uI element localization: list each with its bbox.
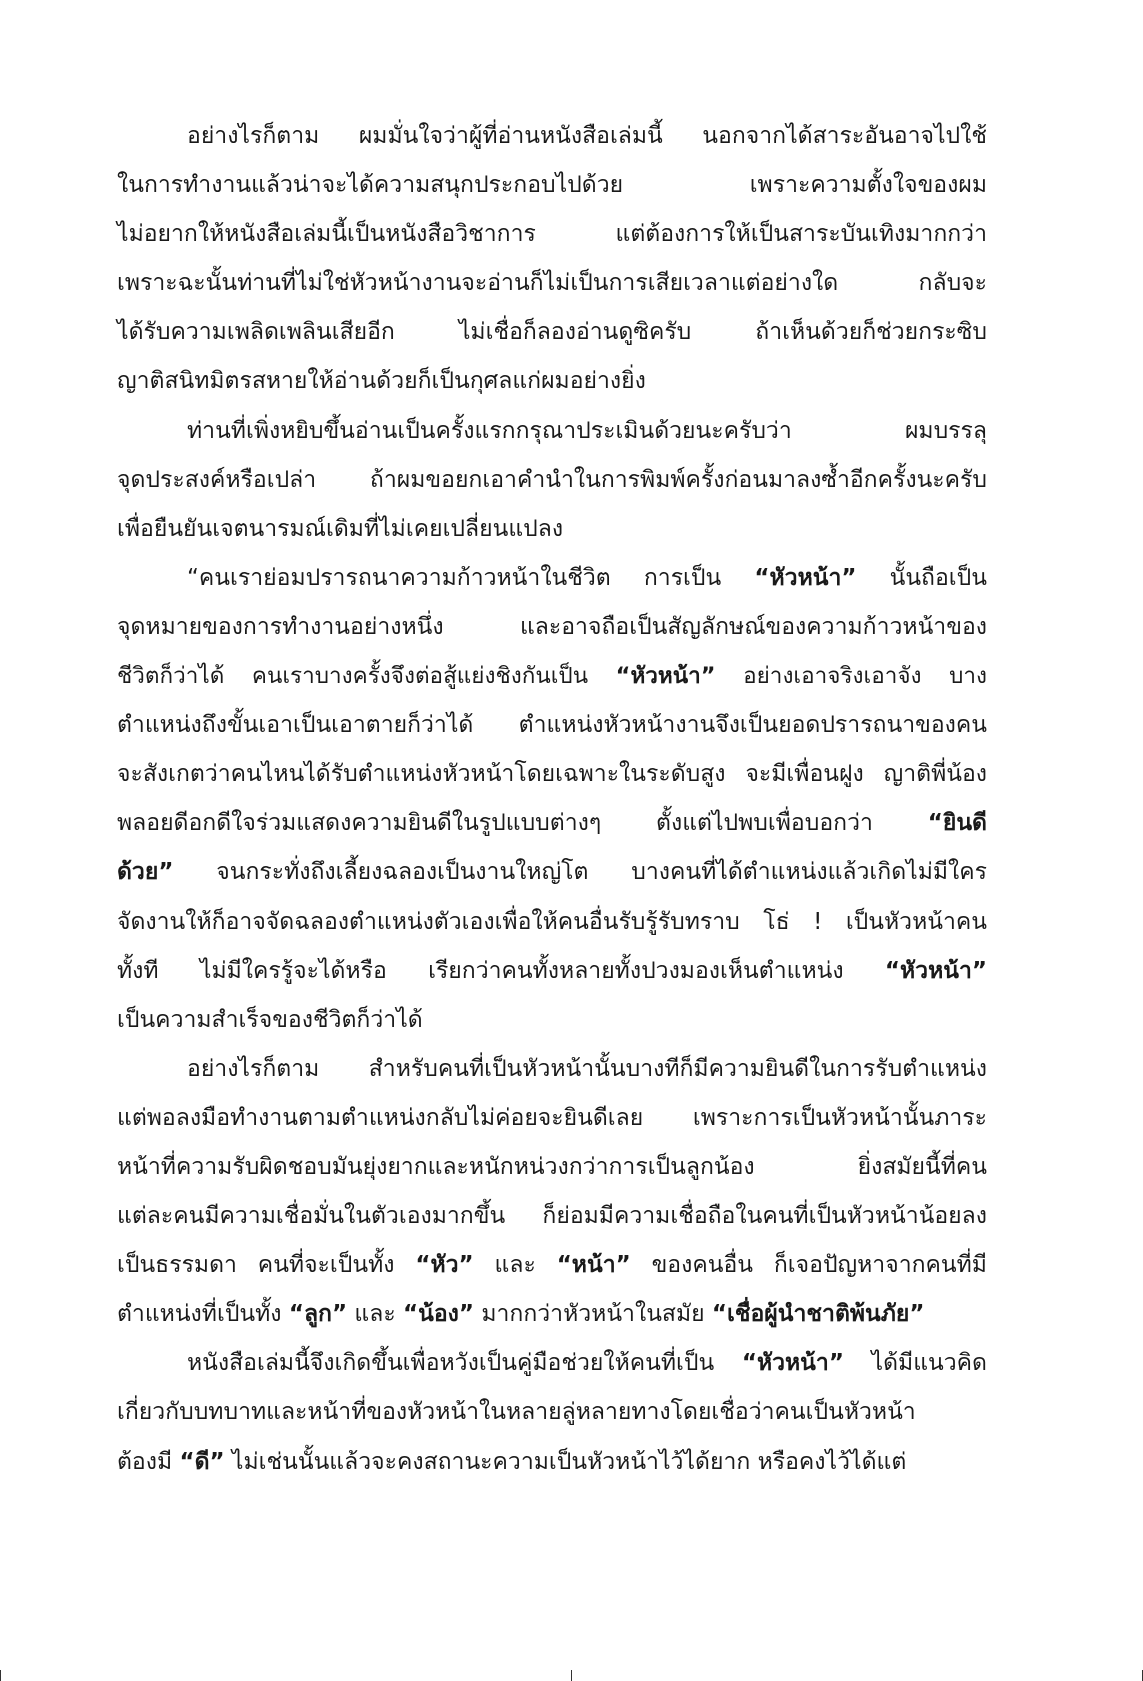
bold-text: “ลูก” <box>288 1301 348 1328</box>
text-line <box>117 210 987 259</box>
text-line <box>117 407 987 456</box>
text-line <box>117 456 987 505</box>
text-line <box>117 848 987 897</box>
text-run: จุดประสงค์หรือเปล่า ถ้าผมขอยกเอาคำนำในการพิมพ์ครั้งก่อนมาลงซ้ำอีกครั้งนะครับ <box>117 466 987 493</box>
text-run: พลอยดีอกดีใจร่วมแสดงความยินดีในรูปแบบต่างๆ ตั้งแต่ไปพบเพื่อบอกว่า <box>117 810 928 837</box>
text-run: เพื่อยืนยันเจตนารมณ์เดิมที่ไม่เคยเปลี่ยนแปลง <box>117 515 564 542</box>
text-run: ทั้งที ไม่มีใครรู้จะได้หรือ เรียกว่าคนทั้งหลายทั้งปวงมองเห็นตำแหน่ง <box>117 957 885 984</box>
text-run: ไม่อยากให้หนังสือเล่มนี้เป็นหนังสือวิชาการ แต่ต้องการให้เป็นสาระบันเทิงมากกว่า <box>117 221 987 248</box>
bold-text: “หัวหน้า” <box>884 957 987 984</box>
text-run: ญาติสนิทมิตรสหายให้อ่านด้วยก็เป็นกุศลแก่ผมอย่างยิ่ง <box>117 368 646 395</box>
text-run: ตำแหน่งที่เป็นทั้ง <box>117 1301 289 1328</box>
text-line <box>117 1094 987 1143</box>
text-line <box>117 161 987 210</box>
bold-text: “น้อง” <box>403 1301 475 1328</box>
text-run: จะสังเกตว่าคนไหนได้รับตำแหน่งหัวหน้าโดยเฉพาะในระดับสูง จะมีเพื่อนฝูง ญาติพี่น้อง <box>117 761 987 788</box>
text-run: อย่างไรก็ตาม สำหรับคนที่เป็นหัวหน้านั้นบางทีก็มีความยินดีในการรับตำแหน่ง <box>187 1055 987 1082</box>
text-run: มากกว่าหัวหน้าในสมัย <box>474 1301 712 1328</box>
text-line <box>117 701 987 750</box>
bold-text: “หัวหน้า” <box>754 564 857 591</box>
text-run: ต้องมี <box>117 1448 180 1475</box>
text-line <box>117 1438 987 1487</box>
text-run: ได้รับความเพลิดเพลินเสียอีก ไม่เชื่อก็ลองอ่านดูซิครับ ถ้าเห็นด้วยก็ช่วยกระซิบ <box>117 319 987 346</box>
text-line <box>117 1290 987 1339</box>
bold-text: “หัวหน้า” <box>615 663 716 690</box>
text-run: “คนเราย่อมปรารถนาความก้าวหน้าในชีวิต การเป็น <box>187 564 755 591</box>
text-run: แต่ละคนมีความเชื่อมั่นในตัวเองมากขึ้น ก็ย่อมมีความเชื่อถือในคนที่เป็นหัวหน้าน้อยลง <box>117 1203 987 1230</box>
text-run: จนกระทั่งถึงเลี้ยงฉลองเป็นงานใหญ่โต บางคนที่ได้ตำแหน่งแล้วเกิดไม่มีใคร <box>173 859 987 886</box>
text-run: หน้าที่ความรับผิดชอบมันยุ่งยากและหนักหน่วงกว่าการเป็นลูกน้อง ยิ่งสมัยนี้ที่คน <box>117 1153 987 1180</box>
body-text <box>117 112 987 1487</box>
bold-text: “หน้า” <box>556 1252 631 1279</box>
text-run: เพราะฉะนั้นท่านที่ไม่ใช่หัวหน้างานจะอ่านก็ไม่เป็นการเสียเวลาแต่อย่างใด กลับจะ <box>117 270 987 297</box>
text-run: ได้มีแนวคิด <box>843 1350 987 1377</box>
text-run: ท่านที่เพิ่งหยิบขึ้นอ่านเป็นครั้งแรกกรุณาประเมินด้วยนะครับว่า ผมบรรลุ <box>187 417 987 444</box>
text-run: ของคนอื่น ก็เจอปัญหาจากคนที่มี <box>630 1252 987 1279</box>
text-run: ตำแหน่งถึงขั้นเอาเป็นเอาตายก็ว่าได้ ตำแหน่งหัวหน้างานจึงเป็นยอดปรารถนาของคน <box>117 712 987 739</box>
text-line <box>117 750 987 799</box>
text-line <box>117 947 987 996</box>
text-line <box>117 603 987 652</box>
text-run: เป็นความสำเร็จของชีวิตก็ว่าได้ <box>117 1006 423 1033</box>
text-line <box>117 308 987 357</box>
crop-mark-left <box>0 1670 1 1681</box>
text-run: แต่พอลงมือทำงานตามตำแหน่งกลับไม่ค่อยจะยินดีเลย เพราะการเป็นหัวหน้านั้นภาระ <box>117 1104 987 1131</box>
text-run: หนังสือเล่มนี้จึงเกิดขึ้นเพื่อหวังเป็นคู่มือช่วยให้คนที่เป็น <box>187 1350 742 1377</box>
text-line <box>117 357 987 406</box>
text-run: เกี่ยวกับบทบาทและหน้าที่ของหัวหน้าในหลายลู่หลายทางโดยเชื่อว่าคนเป็นหัวหน้า <box>117 1399 916 1426</box>
text-line <box>117 799 987 848</box>
text-run: อย่างเอาจริงเอาจัง บาง <box>715 663 987 690</box>
crop-mark-center <box>571 1670 572 1681</box>
text-line <box>117 1192 987 1241</box>
text-line <box>117 1143 987 1192</box>
bold-text: “ดี” <box>179 1448 225 1475</box>
bold-text: “หัวหน้า” <box>741 1350 844 1377</box>
text-line <box>117 1339 987 1388</box>
text-run: และ <box>347 1301 404 1328</box>
text-line <box>117 1388 987 1437</box>
text-run: เป็นธรรมดา คนที่จะเป็นทั้ง <box>117 1252 416 1279</box>
bold-text: ด้วย” <box>117 859 174 886</box>
text-line <box>117 996 987 1045</box>
bold-text: “หัว” <box>415 1252 474 1279</box>
text-run: อย่างไรก็ตาม ผมมั่นใจว่าผู้ที่อ่านหนังสือเล่มนี้ นอกจากได้สาระอันอาจไปใช้ <box>187 123 987 149</box>
text-line <box>117 554 987 603</box>
text-line <box>117 505 987 554</box>
text-line <box>117 1241 987 1290</box>
bold-text: “เชื่อผู้นำชาติพ้นภัย” <box>711 1301 925 1328</box>
text-line <box>117 112 987 161</box>
text-run: นั้นถือเป็น <box>856 564 987 591</box>
text-line <box>117 898 987 947</box>
text-run: ในการทำงานแล้วน่าจะได้ความสนุกประกอบไปด้วย เพราะความตั้งใจของผม <box>117 172 987 199</box>
text-line <box>117 1045 987 1094</box>
bold-text: “ยินดี <box>927 810 987 837</box>
text-run: จุดหมายของการทำงานอย่างหนึ่ง และอาจถือเป็นสัญลักษณ์ของความก้าวหน้าของ <box>117 613 987 640</box>
text-run: ไม่เช่นนั้นแล้วจะคงสถานะความเป็นหัวหน้าไว้ได้ยาก หรือคงไว้ได้แต่ <box>224 1448 907 1475</box>
text-run: และ <box>473 1252 557 1279</box>
text-line <box>117 259 987 308</box>
text-run: ชีวิตก็ว่าได้ คนเราบางครั้งจึงต่อสู้แย่งชิงกันเป็น <box>117 663 616 690</box>
text-run: จัดงานให้ก็อาจจัดฉลองตำแหน่งตัวเองเพื่อให้คนอื่นรับรู้รับทราบ โธ่ ! เป็นหัวหน้าคน <box>117 908 987 935</box>
text-line <box>117 652 987 701</box>
